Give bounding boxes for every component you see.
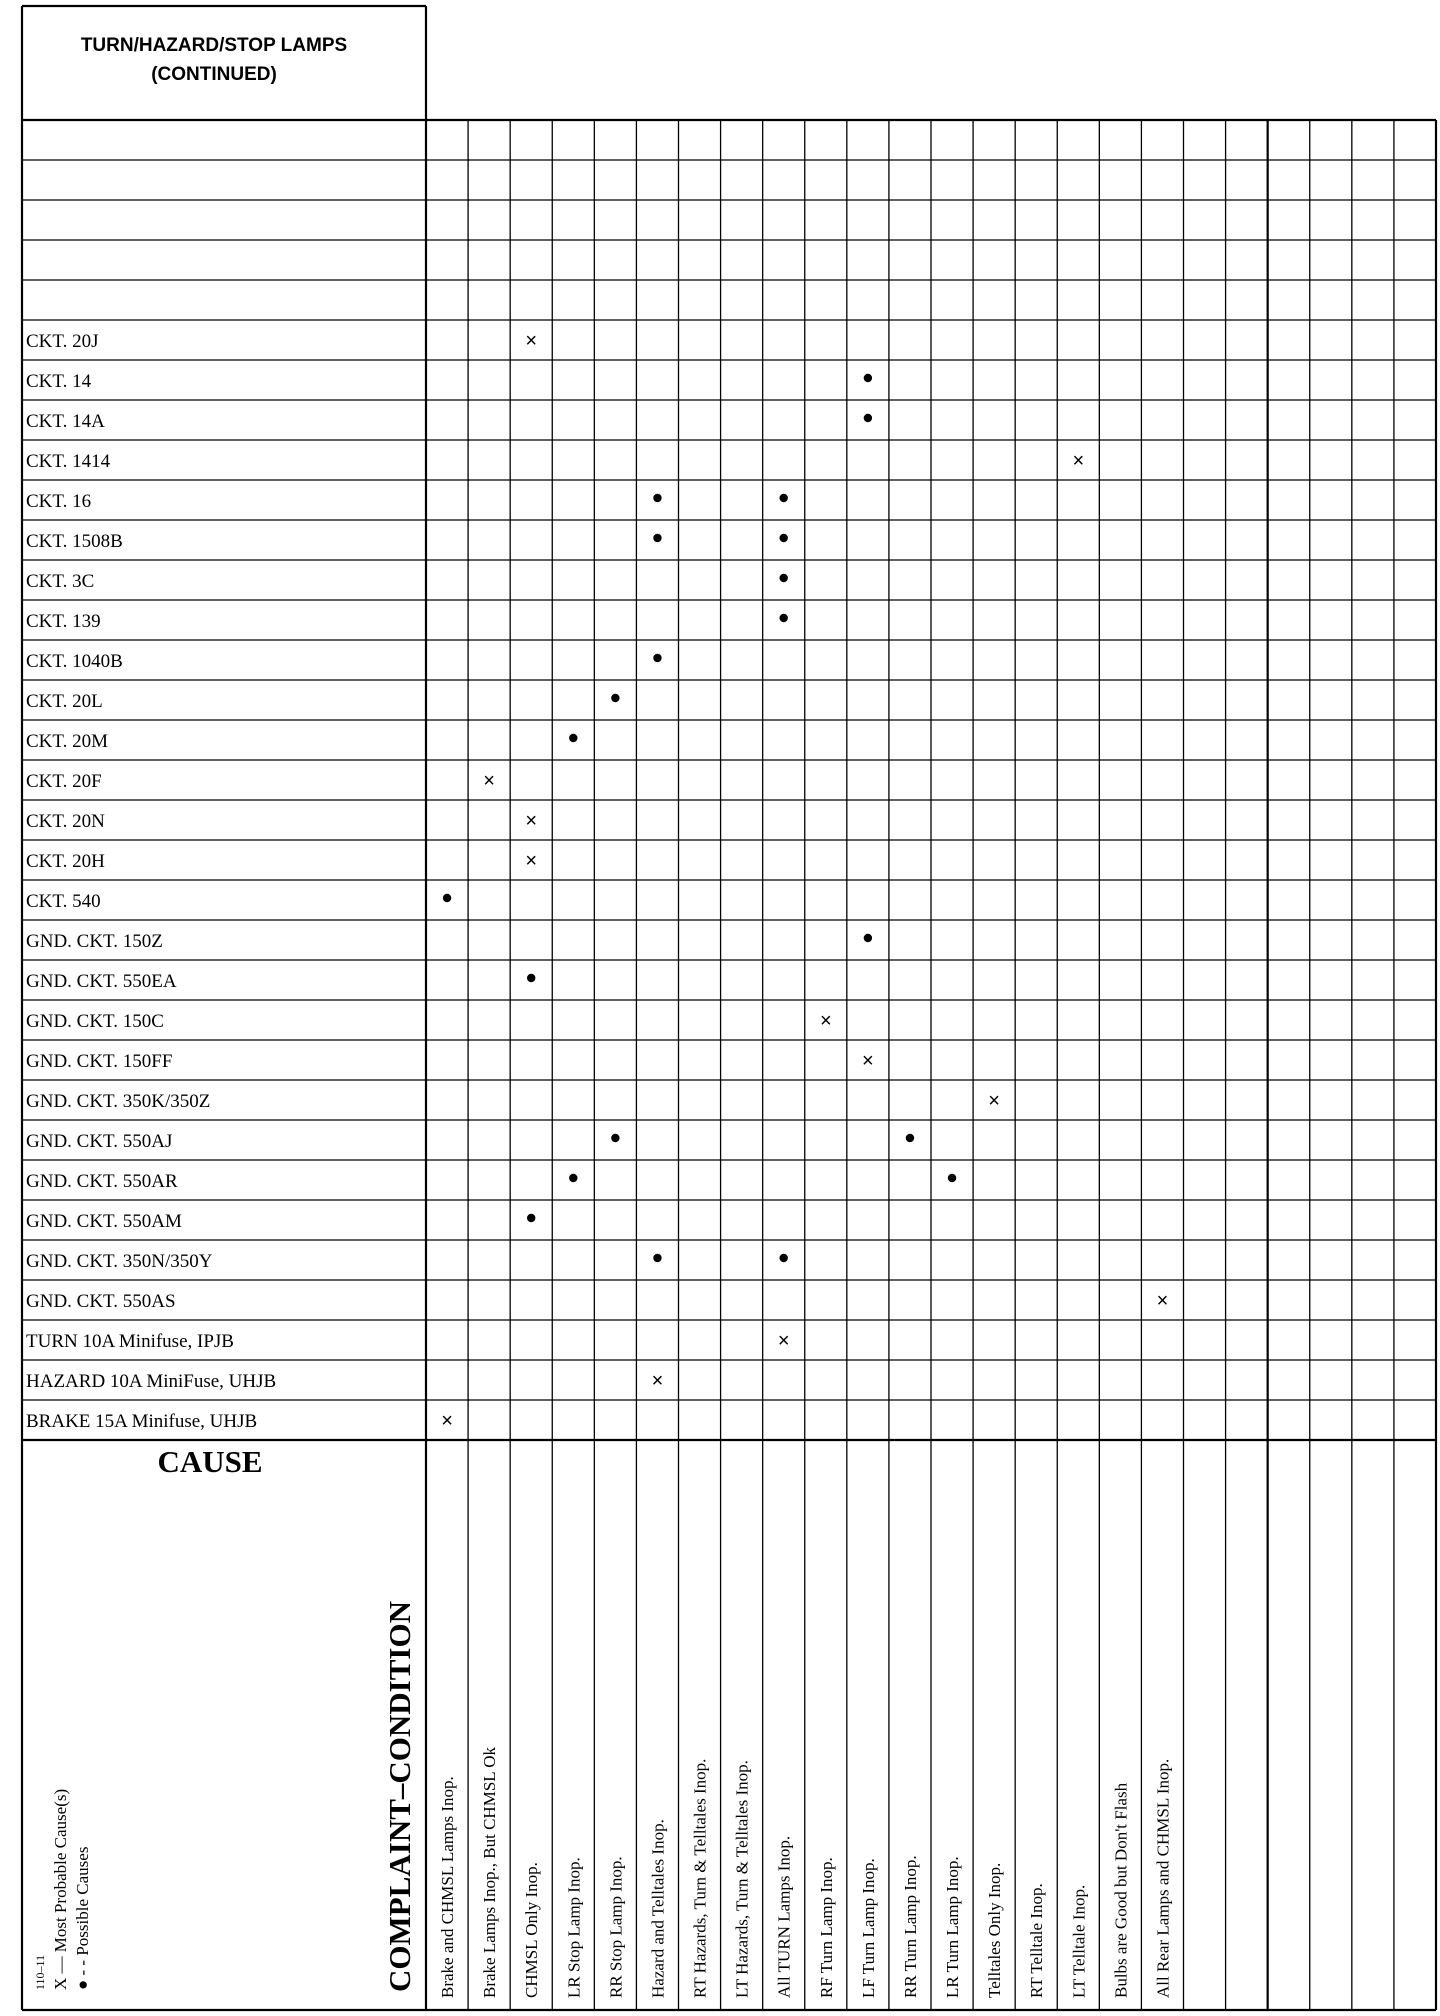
column-label: Brake Lamps Inop., But CHMSL Ok <box>480 1746 500 1998</box>
column-label: CHMSL Only Inop. <box>522 1862 542 1998</box>
most-probable-cause-x: × <box>1156 1290 1169 1312</box>
most-probable-cause-x: × <box>862 1050 874 1072</box>
legend-code: 110–11 <box>33 1954 47 1990</box>
possible-cause-dot <box>780 574 788 582</box>
row-label: GND. CKT. 550AS <box>26 1291 176 1312</box>
column-label: LR Turn Lamp Inop. <box>943 1856 963 1998</box>
possible-cause-dot <box>780 534 788 542</box>
row-label: CKT. 139 <box>26 611 101 632</box>
possible-cause-dot <box>906 1134 914 1142</box>
legend <box>33 1789 92 1990</box>
title-block <box>81 35 347 85</box>
row-label: CKT. 540 <box>26 891 101 912</box>
possible-cause-dot <box>569 734 577 742</box>
row-label: GND. CKT. 150Z <box>26 931 163 952</box>
most-probable-cause-x: × <box>777 1330 790 1352</box>
row-label: GND. CKT. 350K/350Z <box>26 1091 211 1112</box>
most-probable-cause-x: × <box>441 1410 453 1432</box>
complaint-condition-heading: COMPLAINT–CONDITION <box>382 1601 417 1992</box>
possible-cause-dot <box>864 934 872 942</box>
row-label: GND. CKT. 150C <box>26 1011 164 1032</box>
most-probable-cause-x: × <box>525 850 538 872</box>
most-probable-cause-x: × <box>819 1010 832 1032</box>
row-label: TURN 10A Minifuse, IPJB <box>26 1331 234 1352</box>
possible-cause-dot <box>653 534 661 542</box>
title-line-2: (CONTINUED) <box>151 64 277 85</box>
row-label: CKT. 20N <box>26 811 105 832</box>
legend-most-probable: X — Most Probable Cause(s) <box>51 1788 70 1990</box>
most-probable-cause-x: × <box>483 770 495 792</box>
row-label: BRAKE 15A Minifuse, UHJB <box>26 1411 258 1432</box>
column-label: Brake and CHMSL Lamps Inop. <box>438 1776 458 1998</box>
column-label: Hazard and Telltales Inop. <box>648 1819 668 1998</box>
column-label: Telltales Only Inop. <box>985 1862 1005 1998</box>
legend-possible: ● - - Possible Causes <box>73 1846 92 1990</box>
possible-cause-dot <box>864 414 872 422</box>
possible-cause-dot <box>611 694 619 702</box>
column-label: Bulbs are Good but Don't Flash <box>1111 1782 1131 1998</box>
row-label: CKT. 3C <box>26 571 95 592</box>
row-label: CKT. 20F <box>26 771 102 792</box>
most-probable-cause-x: × <box>988 1090 1000 1112</box>
possible-cause-dot <box>653 654 661 662</box>
possible-cause-dot <box>527 974 535 982</box>
row-label: CKT. 20M <box>26 731 108 752</box>
most-probable-cause-x: × <box>525 330 538 352</box>
column-label: All Rear Lamps and CHMSL Inop. <box>1153 1758 1173 1998</box>
most-probable-cause-x: × <box>1072 450 1085 472</box>
cause-heading: CAUSE <box>157 1444 263 1479</box>
row-label: GND. CKT. 350N/350Y <box>26 1251 213 1272</box>
row-label: CKT. 20H <box>26 851 105 872</box>
possible-cause-dot <box>527 1214 535 1222</box>
row-label: GND. CKT. 550AM <box>26 1211 182 1232</box>
column-label: RR Turn Lamp Inop. <box>900 1855 920 1998</box>
most-probable-cause-x: × <box>525 810 538 832</box>
row-label: HAZARD 10A MiniFuse, UHJB <box>26 1371 277 1392</box>
row-label: CKT. 20L <box>26 691 103 712</box>
row-label: GND. CKT. 550AJ <box>26 1131 173 1152</box>
column-label: RT Hazards, Turn & Telltales Inop. <box>690 1758 710 1998</box>
possible-cause-dot <box>443 894 451 902</box>
possible-cause-dot <box>780 494 788 502</box>
column-label: RF Turn Lamp Inop. <box>816 1857 836 1998</box>
possible-cause-dot <box>780 614 788 622</box>
possible-cause-dot <box>948 1174 956 1182</box>
column-label: RT Telltale Inop. <box>1027 1883 1047 1998</box>
row-label: CKT. 1040B <box>26 651 123 672</box>
possible-cause-dot <box>653 1254 661 1262</box>
column-label: LT Hazards, Turn & Telltales Inop. <box>732 1760 752 1998</box>
row-label: CKT. 14A <box>26 411 105 432</box>
row-label: GND. CKT. 150FF <box>26 1051 173 1072</box>
row-label: GND. CKT. 550AR <box>26 1171 178 1192</box>
matrix-grid <box>22 6 1436 2010</box>
possible-cause-dot <box>780 1254 788 1262</box>
cause-rows <box>26 331 276 1432</box>
column-label: LT Telltale Inop. <box>1069 1884 1089 1998</box>
row-label: CKT. 16 <box>26 491 92 512</box>
column-label: LF Turn Lamp Inop. <box>858 1858 878 1998</box>
column-label: All TURN Lamps Inop. <box>774 1835 794 1998</box>
row-label: CKT. 14 <box>26 371 92 392</box>
possible-cause-dot <box>864 374 872 382</box>
possible-cause-dot <box>611 1134 619 1142</box>
row-label: GND. CKT. 550EA <box>26 971 177 992</box>
row-label: CKT. 1508B <box>26 531 123 552</box>
column-label: LR Stop Lamp Inop. <box>564 1857 584 1998</box>
row-label: CKT. 1414 <box>26 451 111 472</box>
possible-cause-dot <box>653 494 661 502</box>
title-line-1: TURN/HAZARD/STOP LAMPS <box>80 35 348 56</box>
column-label: RR Stop Lamp Inop. <box>606 1856 626 1998</box>
most-probable-cause-x: × <box>651 1370 664 1392</box>
row-label: CKT. 20J <box>26 331 99 352</box>
possible-cause-dot <box>569 1174 577 1182</box>
